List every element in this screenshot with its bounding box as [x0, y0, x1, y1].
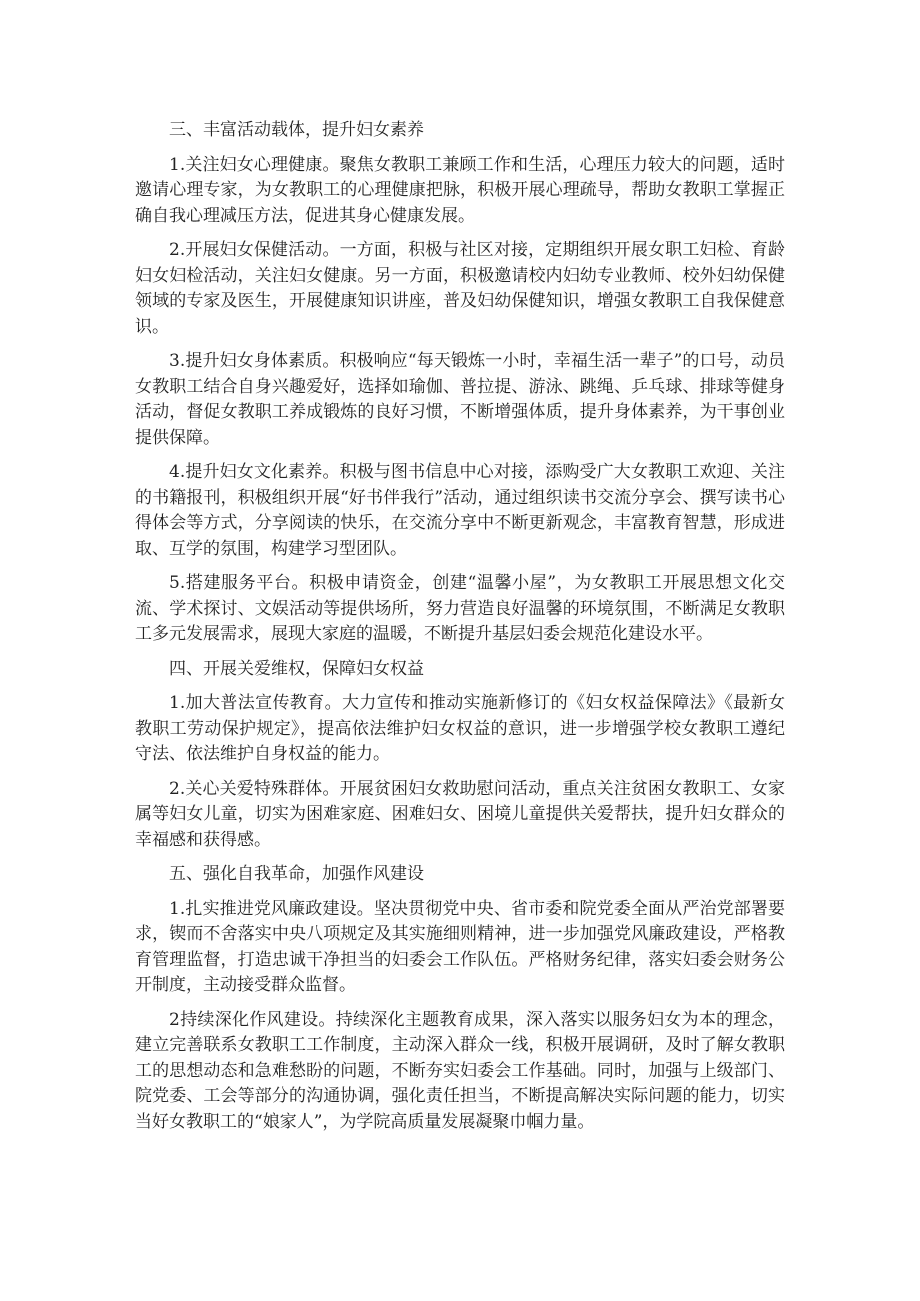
section-5-heading: 五、强化自我革命，加强作风建设 [169, 864, 424, 884]
section-3-item-3: 3.提升妇女身体素质。积极响应“每天锻炼一小时，幸福生活一辈子”的口号，动员女教职工结合自身兴趣爱好，选择如瑜伽、普拉提、游泳、跳绳、乒乓球、排球等健身活动，督促女教职工养成锻炼的良好习惯，不断增强体质，提升身体素养，为干事创业提供保障。 [135, 351, 785, 448]
section-3-item-2: 2.开展妇女保健活动。一方面，积极与社区对接，定期组织开展女职工妇检、育龄妇女妇检活动，关注妇女健康。另一方面，积极邀请校内妇幼专业教师、校外妇幼保健领域的专家及医生，开展健康知识讲座，普及妇幼保健知识，增强女教职工自我保健意识。 [135, 240, 785, 337]
section-4-item-2: 2.关心关爱特殊群体。开展贫困妇女救助慰问活动，重点关注贫困女教职工、女家属等妇女儿童，切实为困难家庭、困难妇女、困境儿童提供关爱帮扶，提升妇女群众的幸福感和获得感。 [135, 778, 785, 850]
section-3-item-4: 4.提升妇女文化素养。积极与图书信息中心对接，添购受广大女教职工欢迎、关注的书籍报刊，积极组织开展“好书伴我行”活动，通过组织读书交流分享会、撰写读书心得体会等方式，分享阅读的快乐，在交流分享中不断更新观念，丰富教育智慧，形成进取、互学的氛围，构建学习型团队。 [135, 462, 785, 559]
document-page [135, 118, 785, 1144]
section-5-item-2: 2持续深化作风建设。持续深化主题教育成果，深入落实以服务妇女为本的理念，建立完善联系女教职工工作制度，主动深入群众一线，积极开展调研，及时了解女教职工的思想动态和急难愁盼的问题，不断夯实妇委会工作基础。同时，加强与上级部门、院党委、工会等部分的沟通协调，强化责任担当，不断提高解决实际问题的能力，切实当好女教职工的“娘家人”，为学院高质量发展凝聚巾帼力量。 [135, 1009, 785, 1132]
section-3-item-1: 1.关注妇女心理健康。聚焦女教职工兼顾工作和生活，心理压力较大的问题，适时邀请心理专家，为女教职工的心理健康把脉，积极开展心理疏导，帮助女教职工掌握正确自我心理减压方法，促进其身心健康发展。 [135, 154, 785, 226]
section-4-heading: 四、开展关爱维权，保障妇女权益 [169, 658, 424, 679]
section-5-item-1: 1.扎实推进党风廉政建设。坚决贯彻党中央、省市委和院党委全面从严治党部署要求，锲而不舍落实中央八项规定及其实施细则精神，进一步加强党风廉政建设，严格教育管理监督，打造忠诚干净担当的妇委会工作队伍。严格财务纪律，落实妇委会财务公开制度，主动接受群众监督。 [135, 898, 785, 995]
section-3-heading: 三、丰富活动载体，提升妇女素养 [169, 120, 424, 140]
section-4-item-1: 1.加大普法宣传教育。大力宣传和推动实施新修订的《妇女权益保障法》《最新女教职工劳动保护规定》，提高依法维护妇女权益的意识，进一步增强学校女教职工遵纪守法、依法维护自身权益的能力。 [135, 693, 785, 764]
section-3-item-5: 5.搭建服务平台。积极申请资金，创建“温馨小屋”，为女教职工开展思想文化交流、学术探讨、文娱活动等提供场所，努力营造良好温馨的环境氛围，不断满足女教职工多元发展需求，展现大家庭的温暖，不断提升基层妇委会规范化建设水平。 [135, 573, 785, 644]
